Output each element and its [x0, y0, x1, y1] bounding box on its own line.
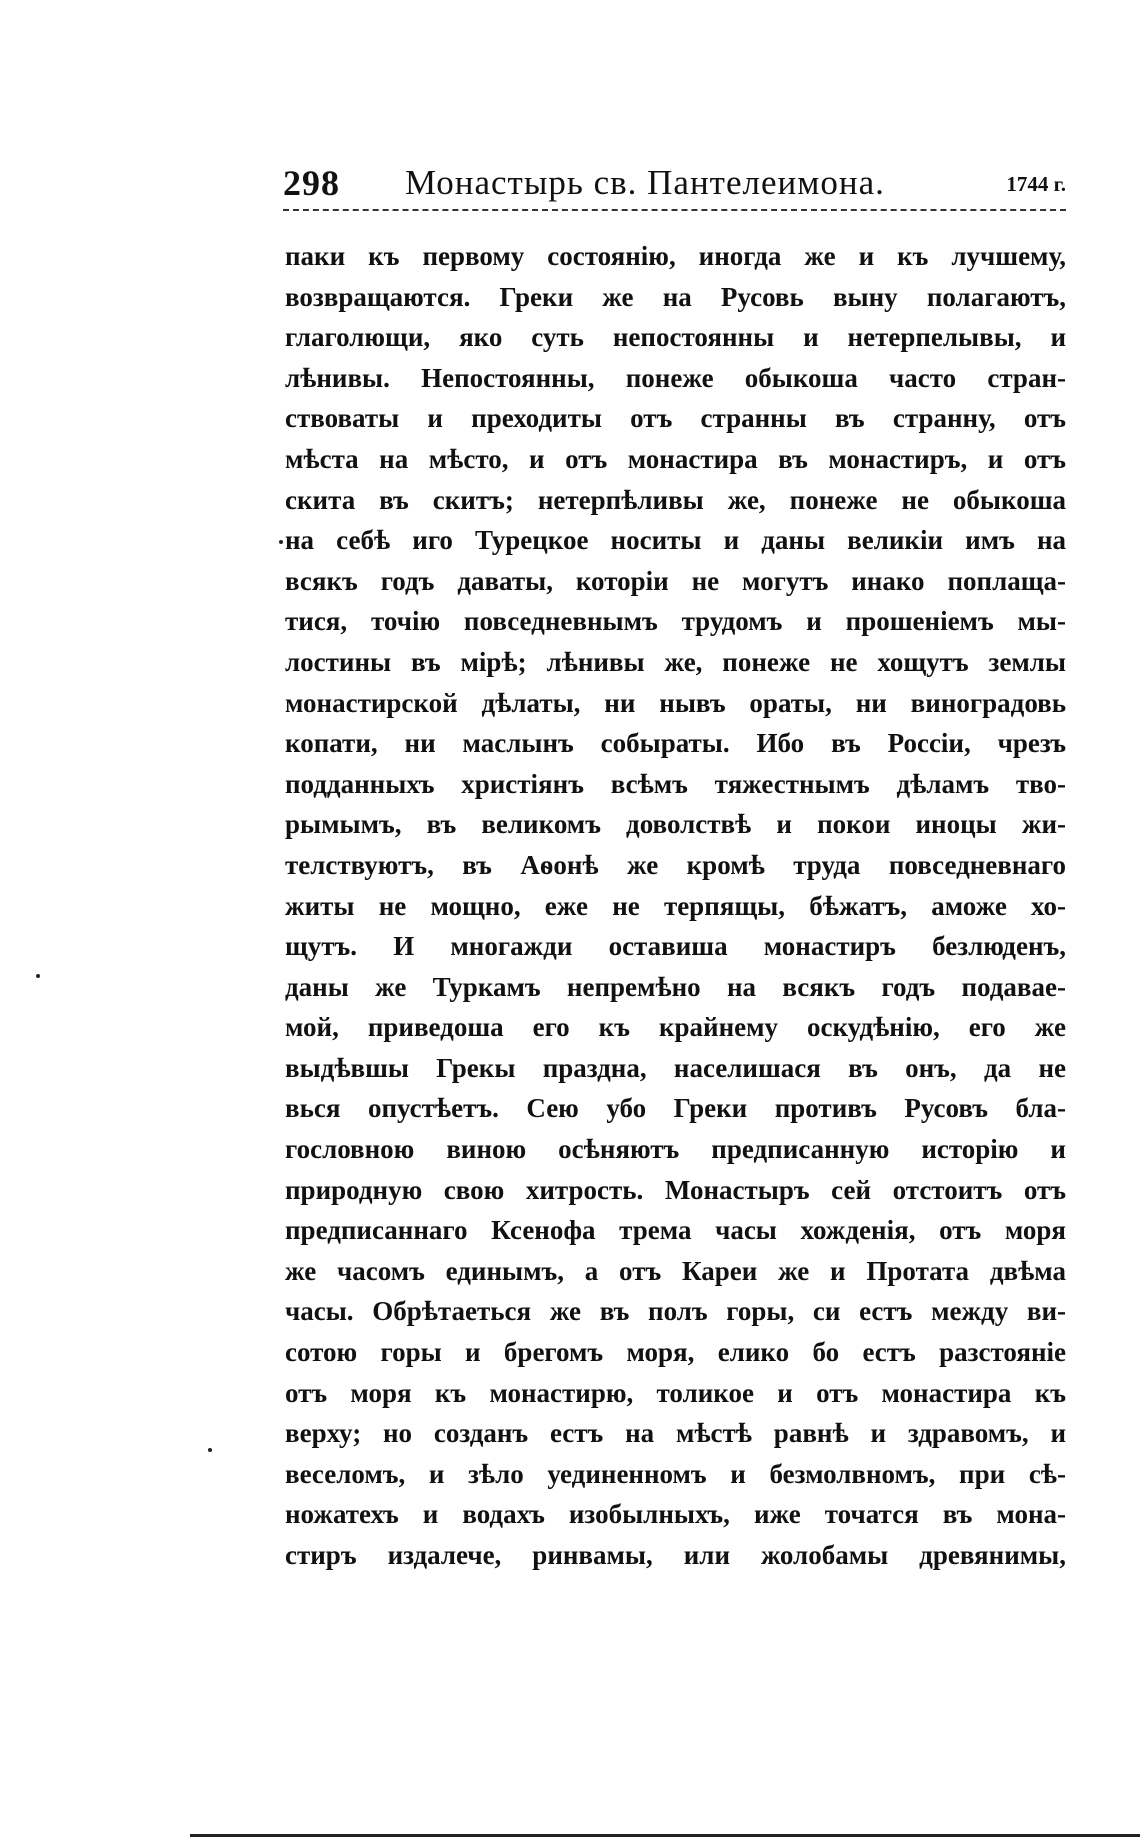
- margin-speck: [208, 1448, 212, 1452]
- text-line: монастирской дѣлаты, ни нывъ ораты, ни винoградовь: [285, 687, 1066, 718]
- year-marker: 1744 г.: [1006, 172, 1066, 196]
- text-line: даны же Туркамъ непремѣно на всякъ годъ подавае-: [285, 971, 1066, 1002]
- text-line: же часомъ единымъ, а отъ Кареи же и Протата двѣма: [285, 1255, 1066, 1286]
- text-line: подданныхъ христіянъ всѣмъ тяжестнымъ дѣламъ тво-: [285, 768, 1066, 799]
- margin-speck: [36, 974, 40, 978]
- text-line: отъ моря къ монастирю, толикое и отъ монастира къ: [285, 1377, 1066, 1408]
- text-line: копати, ни маслынъ собыраты. Ибо въ Россіи, чрезъ: [285, 728, 1066, 759]
- running-header: [283, 160, 1066, 206]
- text-line: житы не мощно, еже не терпящы, бѣжатъ, аможе хо-: [285, 890, 1066, 921]
- running-title: Монастырь св. Пантелеимона.: [405, 163, 885, 202]
- text-line: паки къ первому состоянію, иногда же и къ лучшему,: [285, 241, 1066, 271]
- text-line: выдѣвшы Грекы праздна, населишася въ онъ, да не: [285, 1052, 1066, 1083]
- bottom-edge-rule: [190, 1834, 1140, 1837]
- text-line: скита въ скитъ; нетерпѣливы же, понеже не обыкоша: [285, 484, 1066, 515]
- text-line: мой, приведоша его къ крайнему оскудѣнію, его же: [285, 1012, 1066, 1043]
- text-line: верху; но созданъ естъ на мѣстѣ равнѣ и здравомъ, и: [285, 1418, 1066, 1449]
- text-line: на себѣ иго Турецкое носиты и даны великіи имъ на: [285, 525, 1066, 556]
- text-line: вься опустѣетъ. Сею убо Греки противъ Русовъ бла-: [285, 1093, 1066, 1124]
- text-line: телствуютъ, въ Аѳонѣ же кромѣ труда повседневнаго: [285, 849, 1066, 880]
- margin-speck: [279, 540, 283, 544]
- text-line: мѣста на мѣсто, и отъ монастира въ монастиръ, и отъ: [285, 443, 1066, 474]
- text-line: ножатехъ и водахъ изобылныхъ, иже точатся въ мона-: [285, 1499, 1066, 1530]
- header-rule: [283, 209, 1066, 211]
- text-line: щутъ. И многажди оставиша монастиръ безлюденъ,: [285, 931, 1066, 962]
- text-line: гословною виною осѣняютъ предписанную исторію и: [285, 1134, 1066, 1165]
- text-line: возвращаются. Греки же на Русовь выну полагаютъ,: [285, 281, 1066, 312]
- text-line: часы. Обрѣтаеться же въ полъ горы, си естъ между ви-: [285, 1296, 1066, 1327]
- text-line: лѣнивы. Непостоянны, понеже обыкоша часто стран-: [285, 362, 1066, 393]
- body-text: [285, 236, 1066, 1576]
- text-line: рымымъ, въ великомъ доволствѣ и покои иноцы жи-: [285, 809, 1066, 840]
- text-line: ствоваты и преходиты отъ странны въ странну, отъ: [285, 403, 1066, 434]
- text-line: сотою горы и брегомъ моря, елико бо естъ разстояніе: [285, 1337, 1066, 1368]
- text-line: лостины въ мірѣ; лѣнивы же, понеже не хощутъ землы: [285, 646, 1066, 677]
- text-line: природную свою хитрость. Монастыръ сей отстоитъ отъ: [285, 1174, 1066, 1205]
- page-number: 298: [283, 163, 340, 203]
- text-line: глаголющи, яко суть непостоянны и нетерпелывы, и: [285, 322, 1066, 353]
- text-line: веселомъ, и зѣло уединенномъ и безмолвномъ, при сѣ-: [285, 1458, 1066, 1489]
- text-line: всякъ годъ даваты, которіи не могутъ инако поплаща-: [285, 565, 1066, 596]
- text-line: предписаннаго Ксенофа трема часы хожденія, отъ моря: [285, 1215, 1066, 1246]
- text-line: стиръ издалече, ринвамы, или жолобамы древянимы,: [285, 1540, 1066, 1570]
- text-line: тися, точію повседневнымъ трудомъ и прошеніемъ мы-: [285, 606, 1066, 637]
